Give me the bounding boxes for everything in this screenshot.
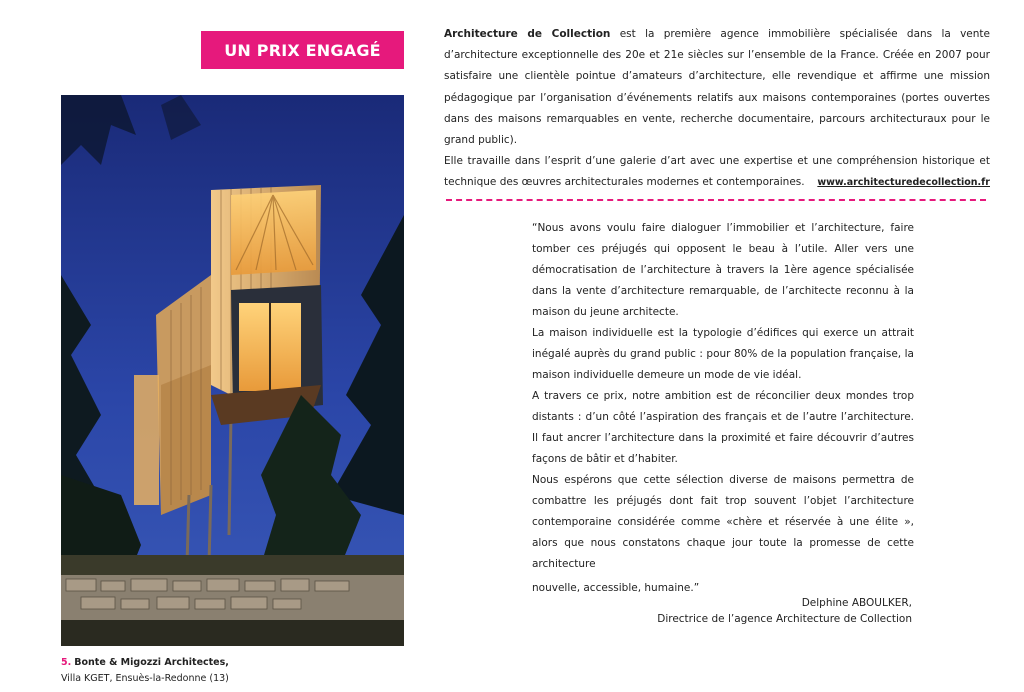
quote-paragraph: “Nous avons voulu faire dialoguer l’immobilier et l’architecture, faire tomber ces préjugés qui opposent le beau à l’utile. Aller vers une démocratisation de l’architecture à travers la 1ère agence spécialisée dans la vente d’architecture remarquable, de l’architecte reconnu à la maison du jeune architecte. [532,222,914,318]
quote-paragraph: A travers ce prix, notre ambition est de réconcilier deux mondes trop distants : d’un côté l’aspiration des français et de l’autre l’architecture. Il faut ancrer l’architecture dans la proximité et faire découvrir d’autres façons de bâtir et d’habiter. [532,390,914,465]
caption-number: 5. [61,657,72,668]
intro-paragraph-2 [444,151,990,193]
villa-photo [61,95,404,646]
dashed-divider [446,199,986,201]
photo-caption [61,655,421,687]
intro-body-2: Elle travaille dans l’esprit d’une galerie d’art avec une expertise et une compréhension historique et technique des œuvres architecturales modernes et contemporaines. [444,155,990,189]
section-title-banner [201,31,404,69]
signature-role: Directrice de l’agence Architecture de Collection [657,613,912,625]
quote-paragraph: Nous espérons que cette sélection diverse de maisons permettra de combattre les préjugés dont fait trop souvent l’objet l’architecture contemporaine considérée comme «chère et réservée à une élite », alors que nous constatons chaque jour toute la promesse de cette architecture [532,474,914,570]
quote-paragraph: nouvelle, accessible, humaine.” [532,582,700,594]
intro-lead: Architecture de Collection [444,28,611,40]
intro-text [444,24,990,194]
section-title: UN PRIX ENGAGÉ [224,40,381,60]
villa-illustration [61,95,404,646]
signature [600,595,912,627]
director-quote [532,218,914,599]
caption-project: Villa KGET, Ensuès-la-Redonne (13) [61,673,229,684]
intro-body-1: est la première agence immobilière spécialisée dans la vente d’architecture exceptionnelle des 20e et 21e siècles sur l’ensemble de la France. Créée en 2007 pour satisfaire une clientèle pointue d’amateurs d’architecture, elle revendique et affirme une mission pédagogique par l’organisation d’événements relatifs aux maisons contemporaines (portes ouvertes dans des maisons remarquables en vente, recherche documentaire, parcours architecturaux pour le grand public). [444,28,990,147]
intro-paragraph-1 [444,24,990,151]
website-link[interactable]: www.architecturedecollection.fr [817,177,990,189]
signature-name: Delphine ABOULKER, [801,597,912,609]
quote-paragraph: La maison individuelle est la typologie d’édifices qui exerce un attrait inégalé auprès du grand public : pour 80% de la population française, la maison individuelle demeure un mode de vie idéal. [532,327,914,381]
caption-architects: Bonte & Migozzi Architectes, [74,657,229,668]
